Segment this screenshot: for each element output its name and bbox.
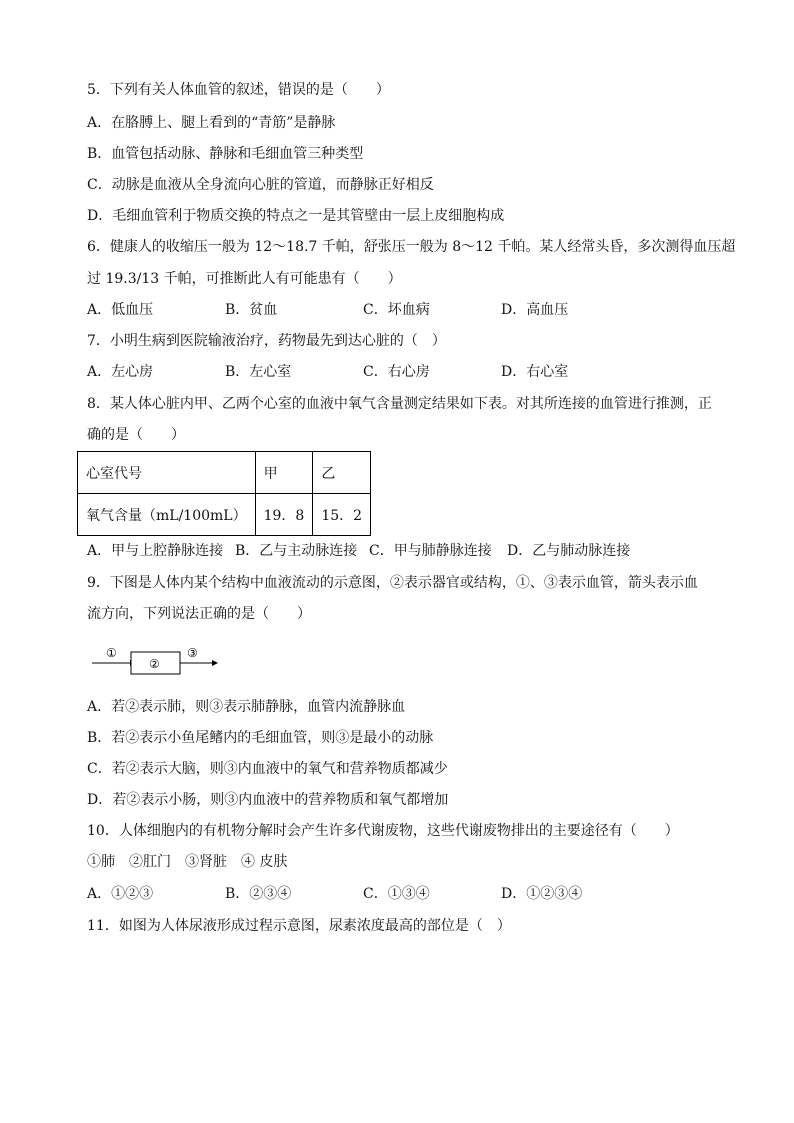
q11-stem: 11．如图为人体尿液形成过程示意图，尿素浓度最高的部位是（ ） [87, 918, 511, 934]
q10-option-c: C．①③④ [363, 886, 430, 902]
q10-items: ①肺 ②肛门 ③肾脏 ④ 皮肤 [87, 854, 288, 870]
q6-option-c: C．坏血病 [363, 302, 430, 318]
q7-stem: 7．小明生病到医院输液治疗，药物最先到达心脏的（ ） [87, 333, 446, 349]
q10-options [87, 884, 582, 904]
q6-options [87, 300, 568, 320]
q8-option-b: B．乙与主动脉连接 [235, 543, 358, 559]
q5-option-a: A．在胳膊上、腿上看到的“青筋”是静脉 [87, 115, 336, 131]
table-header-row [78, 452, 371, 494]
q8-option-c: C．甲与肺静脉连接 [369, 543, 492, 559]
organ-2-label: ② [149, 657, 160, 671]
q8-stem-line2: 确的是（ ） [87, 427, 185, 443]
table-header-cell: 乙 [313, 452, 371, 494]
q9-option-a: A．若②表示肺，则③表示肺静脉，血管内流静脉血 [87, 699, 406, 715]
q8-option-d: D．乙与肺动脉连接 [507, 543, 631, 559]
table-cell: 19．8 [255, 494, 313, 536]
q5-stem: 5．下列有关人体血管的叙述，错误的是（ ） [87, 82, 390, 98]
q7-option-b: B．左心室 [225, 364, 292, 380]
table-header-cell: 甲 [255, 452, 313, 494]
q5-option-b: B．血管包括动脉、静脉和毛细血管三种类型 [87, 146, 364, 162]
q10-option-b: B．②③④ [225, 886, 292, 902]
q6-stem-line1: 6．健康人的收缩压一般为 12～18.7 千帕，舒张压一般为 8～12 千帕。某人经常头昏，多次测得血压超 [87, 239, 736, 255]
vessel-3-label: ③ [187, 646, 198, 660]
q10-stem: 10．人体细胞内的有机物分解时会产生许多代谢废物，这些代谢废物排出的主要途径有（ ） [87, 823, 679, 839]
q5-option-c: C．动脉是血液从全身流向心脏的管道，而静脉正好相反 [87, 177, 434, 193]
q9-option-c: C．若②表示大脑，则③内血液中的氧气和营养物质都减少 [87, 761, 448, 777]
q8-option-a: A．甲与上腔静脉连接 [87, 543, 224, 559]
oxygen-content-table [77, 451, 371, 536]
q7-options [87, 362, 568, 382]
q7-option-d: D．右心室 [501, 364, 569, 380]
q10-option-a: A．①②③ [87, 886, 154, 902]
table-row [78, 494, 371, 536]
q9-stem-line2: 流方向，下列说法正确的是（ ） [87, 606, 311, 622]
table-cell: 氧气含量（mL/100mL） [78, 494, 256, 536]
blood-flow-diagram [92, 643, 232, 677]
table-cell: 15．2 [313, 494, 371, 536]
q8-options [87, 541, 630, 561]
q7-option-c: C．右心房 [363, 364, 430, 380]
q9-option-b: B．若②表示小鱼尾鳍内的毛细血管，则③是最小的动脉 [87, 730, 434, 746]
q6-option-a: A．低血压 [87, 302, 154, 318]
table-header-cell: 心室代号 [78, 452, 256, 494]
q6-option-d: D．高血压 [501, 302, 569, 318]
q10-option-d: D．①②③④ [501, 886, 583, 902]
vessel-1-label: ① [106, 646, 117, 660]
q9-option-d: D．若②表示小肠，则③内血液中的营养物质和氧气都增加 [87, 792, 449, 808]
q9-stem-line1: 9．下图是人体内某个结构中血液流动的示意图，②表示器官或结构，①、③表示血管，箭头表示血 [87, 575, 698, 591]
q8-stem-line1: 8．某人体心脏内甲、乙两个心室的血液中氧气含量测定结果如下表。对其所连接的血管进行推测，正 [87, 396, 712, 412]
q5-option-d: D．毛细血管利于物质交换的特点之一是其管壁由一层上皮细胞构成 [87, 208, 505, 224]
q6-stem-line2: 过 19.3/13 千帕，可推断此人有可能患有（ ） [87, 271, 402, 287]
q7-option-a: A．左心房 [87, 364, 154, 380]
q6-option-b: B．贫血 [225, 302, 278, 318]
